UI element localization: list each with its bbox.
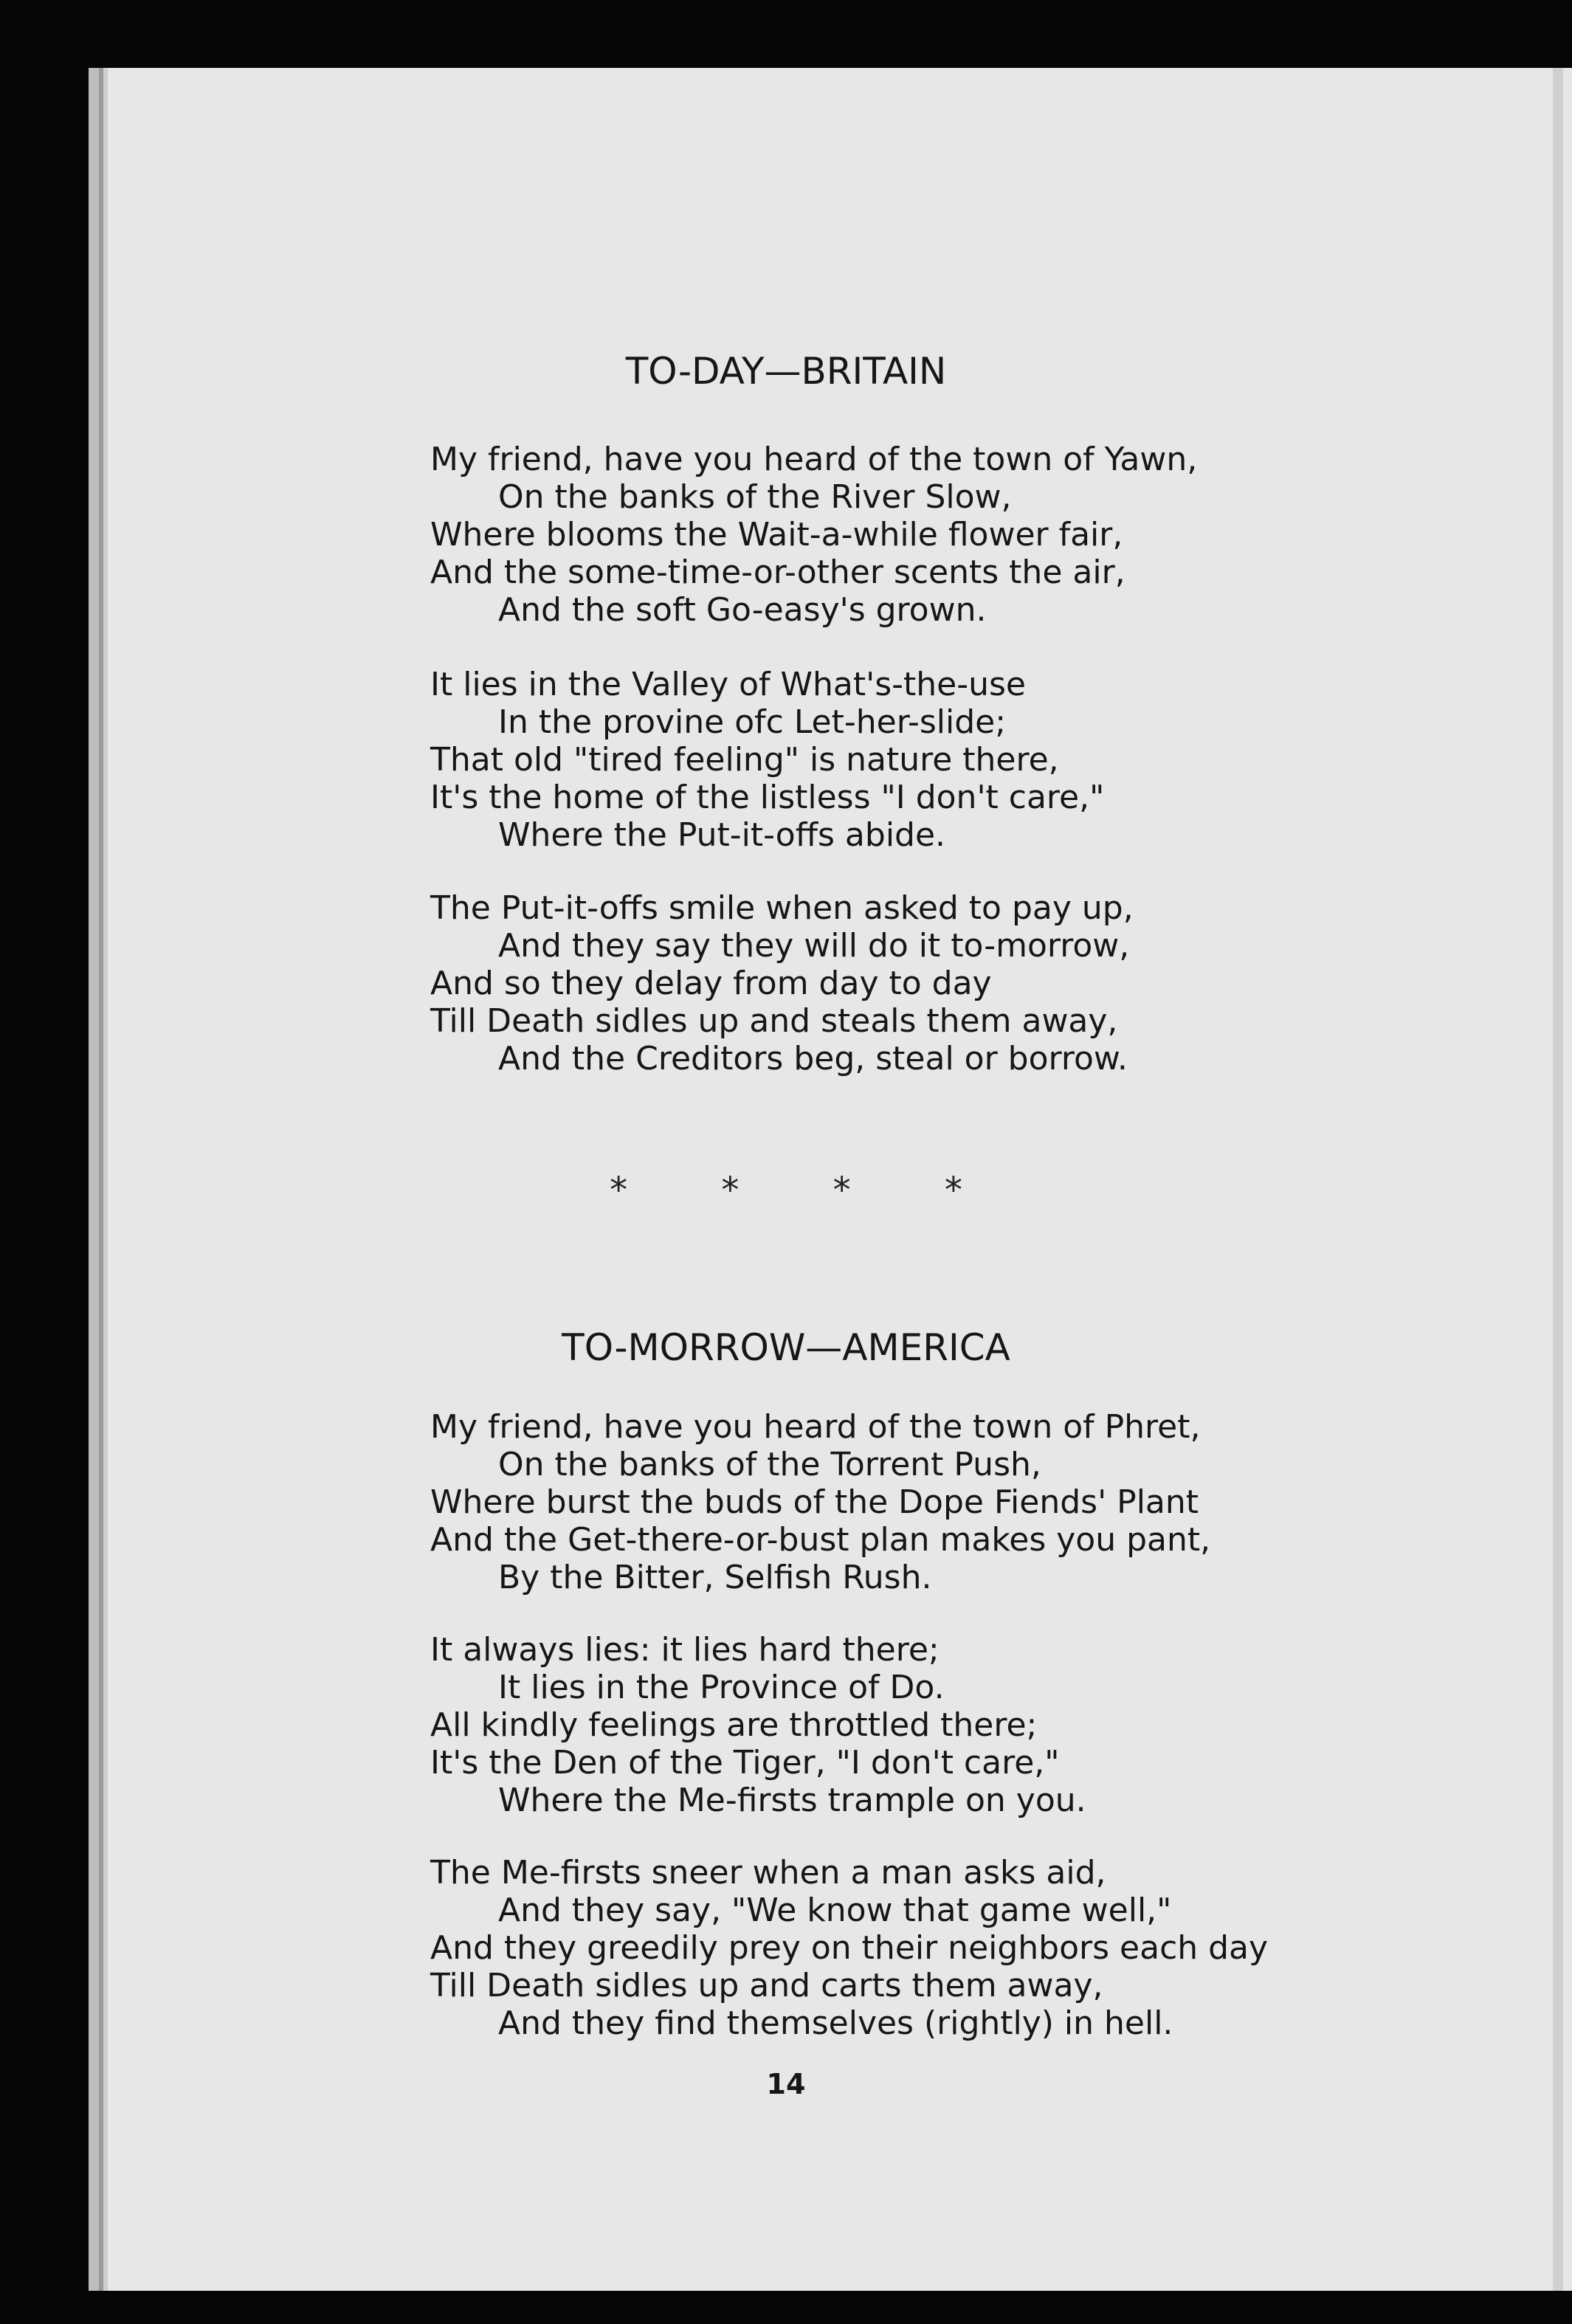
poem-title-tomorrow-america: TO-MORROW—AMERICA (562, 1326, 1010, 1369)
poem-line: It always lies: it lies hard there; (430, 1631, 940, 1669)
poem-line: Where the Put-it-offs abide. (498, 816, 946, 854)
poem-two-stanza-2 (430, 1631, 1086, 1819)
poem-one-stanza-2 (430, 666, 1104, 854)
section-separator: * * * * (610, 1170, 1004, 1211)
poem-title-today-britain: TO-DAY—BRITAIN (625, 350, 947, 393)
poem-line: My friend, have you heard of the town of Phret, (430, 1408, 1201, 1446)
poem-line: And they say, "We know that game well," (498, 1892, 1172, 1929)
poem-line: By the Bitter, Selfish Rush. (498, 1559, 932, 1596)
poem-line: On the banks of the Torrent Push, (498, 1446, 1041, 1483)
poem-two-stanza-1 (430, 1408, 1210, 1596)
poem-one-stanza-1 (430, 441, 1197, 629)
poem-line: It lies in the Valley of What's-the-use (430, 666, 1026, 703)
poem-line: It's the home of the listless "I don't care," (430, 779, 1105, 816)
poem-line: That old "tired feeling" is nature there, (430, 741, 1059, 779)
poem-line: Till Death sidles up and carts them away, (430, 1967, 1103, 2004)
poem-line: And they say they will do it to-morrow, (498, 927, 1130, 965)
poem-line: Where burst the buds of the Dope Fiends' Plant (430, 1483, 1199, 1521)
poem-two-stanza-3 (430, 1854, 1268, 2042)
poem-line: And the some-time-or-other scents the air, (430, 554, 1125, 591)
poem-line: It's the Den of the Tiger, "I don't care," (430, 1744, 1060, 1782)
poem-line: It lies in the Province of Do. (498, 1669, 945, 1706)
poem-line: All kindly feelings are throttled there; (430, 1706, 1038, 1744)
poem-line: Till Death sidles up and steals them away, (430, 1002, 1118, 1040)
poem-line: Where the Me-firsts trample on you. (498, 1782, 1086, 1819)
page-number: 14 (766, 2068, 806, 2100)
poem-line: And so they delay from day to day (430, 965, 992, 1002)
poem-line: And the soft Go-easy's grown. (498, 591, 987, 629)
poem-line: In the provine ofc Let-her-slide; (498, 703, 1007, 741)
poem-line: On the banks of the River Slow, (498, 478, 1012, 516)
poem-line: And they find themselves (rightly) in hell. (498, 2004, 1173, 2042)
poem-line: The Me-firsts sneer when a man asks aid, (430, 1854, 1106, 1892)
poem-line: My friend, have you heard of the town of Yawn, (430, 441, 1198, 478)
poem-line: And the Creditors beg, steal or borrow. (498, 1040, 1128, 1077)
poem-one-stanza-3 (430, 889, 1134, 1077)
poem-line: And they greedily prey on their neighbors each day (430, 1929, 1269, 1967)
poem-line: And the Get-there-or-bust plan makes you pant, (430, 1521, 1211, 1559)
poem-line: Where blooms the Wait-a-while flower fair, (430, 516, 1123, 554)
poem-line: The Put-it-offs smile when asked to pay up, (430, 889, 1134, 927)
